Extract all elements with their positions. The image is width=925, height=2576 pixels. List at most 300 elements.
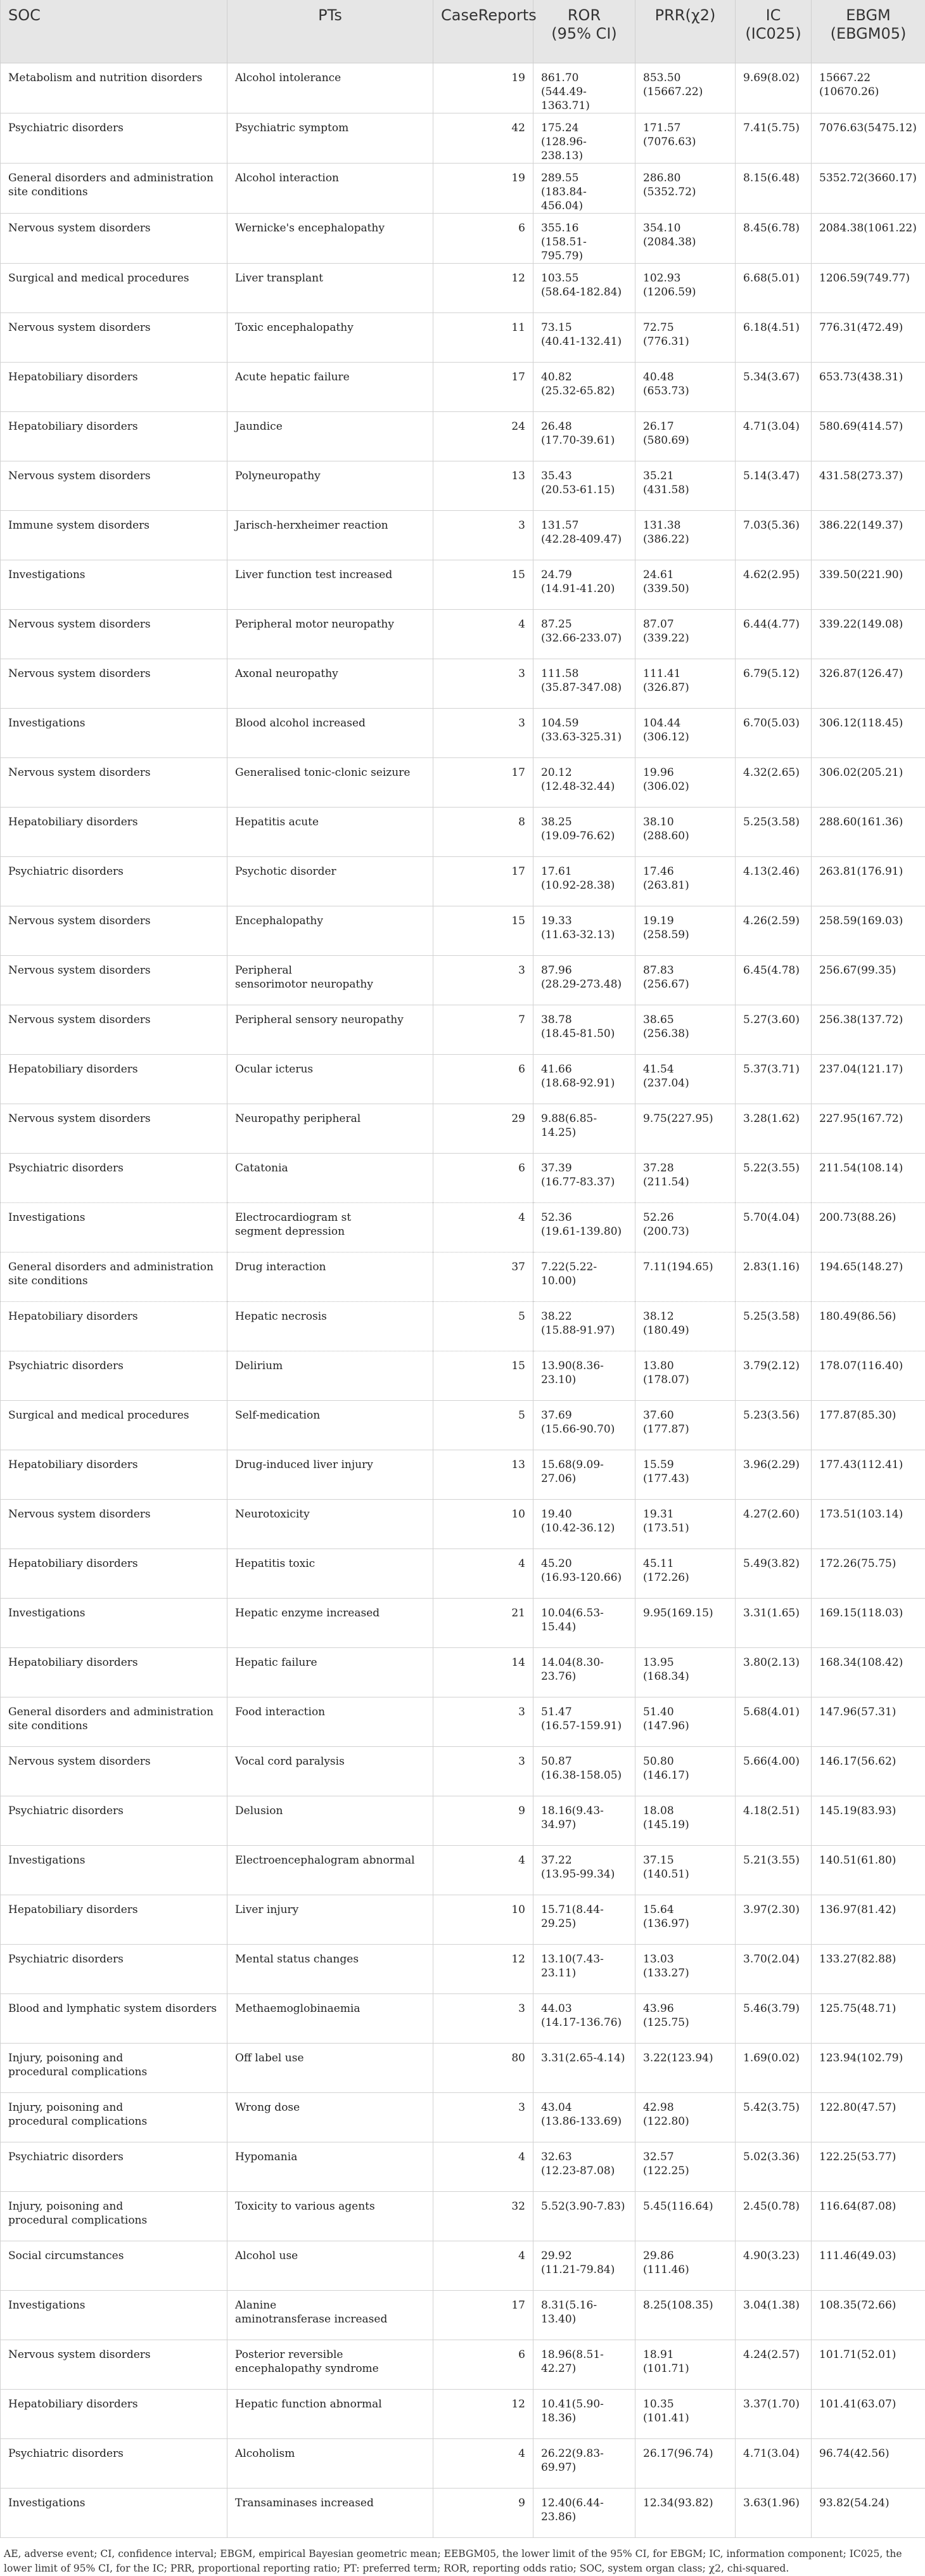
cell-ror: 24.79 (14.91-41.20) (533, 560, 635, 609)
cell-ror: 15.71(8.44-29.25) (533, 1895, 635, 1944)
cell-pt: Toxic encephalopathy (227, 312, 433, 362)
table-row (1, 1301, 925, 1351)
cell-ic: 5.22(3.55) (736, 1153, 812, 1202)
cell-ebgm: 123.94(102.79) (812, 2043, 925, 2092)
cell-ror: 17.61 (10.92-28.38) (533, 856, 635, 906)
header-soc: SOC (1, 0, 227, 63)
cell-ebgm: 93.82(54.24) (812, 2488, 925, 2537)
cell-soc: Nervous system disorders (1, 757, 227, 807)
table-row (1, 1153, 925, 1202)
cell-case-reports: 4 (433, 2438, 533, 2488)
cell-ror: 18.16(9.43-34.97) (533, 1796, 635, 1845)
cell-case-reports: 11 (433, 312, 533, 362)
cell-prr: 853.50 (15667.22) (635, 63, 736, 113)
cell-case-reports: 5 (433, 1301, 533, 1351)
table-row (1, 1499, 925, 1549)
cell-prr: 29.86 (111.46) (635, 2241, 736, 2290)
cell-pt: Off label use (227, 2043, 433, 2092)
table-row (1, 1054, 925, 1104)
cell-prr: 43.96 (125.75) (635, 1993, 736, 2043)
cell-ror: 44.03 (14.17-136.76) (533, 1993, 635, 2043)
cell-pt: Food interaction (227, 1697, 433, 1746)
cell-ror: 18.96(8.51-42.27) (533, 2340, 635, 2389)
cell-ic: 6.79(5.12) (736, 659, 812, 708)
cell-ebgm: 15667.22 (10670.26) (812, 63, 925, 113)
table-row (1, 1400, 925, 1450)
cell-prr: 111.41 (326.87) (635, 659, 736, 708)
table-row (1, 1252, 925, 1301)
cell-ror: 37.39 (16.77-83.37) (533, 1153, 635, 1202)
cell-soc: Hepatobiliary disorders (1, 1301, 227, 1351)
cell-pt: Methaemoglobinaemia (227, 1993, 433, 2043)
cell-ror: 131.57 (42.28-409.47) (533, 510, 635, 560)
cell-case-reports: 4 (433, 2241, 533, 2290)
cell-prr: 171.57 (7076.63) (635, 113, 736, 163)
cell-pt: Vocal cord paralysis (227, 1746, 433, 1796)
cell-ebgm: 122.25(53.77) (812, 2142, 925, 2191)
cell-ebgm: 96.74(42.56) (812, 2438, 925, 2488)
cell-ebgm: 200.73(88.26) (812, 1202, 925, 1252)
cell-pt: Liver injury (227, 1895, 433, 1944)
table-row (1, 1351, 925, 1400)
cell-ebgm: 177.87(85.30) (812, 1400, 925, 1450)
cell-ror: 111.58 (35.87-347.08) (533, 659, 635, 708)
cell-pt: Toxicity to various agents (227, 2191, 433, 2241)
cell-ebgm: 653.73(438.31) (812, 362, 925, 411)
cell-ror: 861.70 (544.49-1363.71) (533, 63, 635, 113)
cell-prr: 72.75 (776.31) (635, 312, 736, 362)
cell-case-reports: 15 (433, 906, 533, 955)
table-row (1, 1845, 925, 1895)
cell-ebgm: 339.50(221.90) (812, 560, 925, 609)
cell-case-reports: 6 (433, 1054, 533, 1104)
cell-ic: 5.68(4.01) (736, 1697, 812, 1746)
cell-soc: Psychiatric disorders (1, 1944, 227, 1993)
cell-ic: 5.66(4.00) (736, 1746, 812, 1796)
cell-case-reports: 17 (433, 757, 533, 807)
cell-pt: Delusion (227, 1796, 433, 1845)
table-row (1, 2241, 925, 2290)
cell-pt: Hepatic failure (227, 1647, 433, 1697)
cell-prr: 102.93 (1206.59) (635, 263, 736, 312)
cell-ror: 40.82 (25.32-65.82) (533, 362, 635, 411)
cell-ic: 4.90(3.23) (736, 2241, 812, 2290)
cell-ror: 37.69 (15.66-90.70) (533, 1400, 635, 1450)
cell-case-reports: 17 (433, 2290, 533, 2340)
cell-pt: Neuropathy peripheral (227, 1104, 433, 1153)
cell-pt: Electrocardiogram st segment depression (227, 1202, 433, 1252)
cell-ic: 3.70(2.04) (736, 1944, 812, 1993)
cell-ic: 6.70(5.03) (736, 708, 812, 757)
cell-case-reports: 15 (433, 560, 533, 609)
cell-soc: Investigations (1, 1202, 227, 1252)
cell-case-reports: 3 (433, 1697, 533, 1746)
cell-ic: 6.68(5.01) (736, 263, 812, 312)
cell-pt: Liver transplant (227, 263, 433, 312)
cell-prr: 32.57 (122.25) (635, 2142, 736, 2191)
cell-ic: 5.23(3.56) (736, 1400, 812, 1450)
cell-soc: Nervous system disorders (1, 609, 227, 659)
cell-ror: 45.20 (16.93-120.66) (533, 1549, 635, 1598)
table-row (1, 362, 925, 411)
cell-pt: Psychiatric symptom (227, 113, 433, 163)
table-row (1, 461, 925, 510)
cell-soc: Investigations (1, 1598, 227, 1647)
cell-ic: 3.96(2.29) (736, 1450, 812, 1499)
cell-pt: Psychotic disorder (227, 856, 433, 906)
cell-ror: 87.25 (32.66-233.07) (533, 609, 635, 659)
cell-pt: Wrong dose (227, 2092, 433, 2142)
cell-soc: Injury, poisoning and procedural complications (1, 2191, 227, 2241)
cell-ror: 43.04 (13.86-133.69) (533, 2092, 635, 2142)
cell-ebgm: 211.54(108.14) (812, 1153, 925, 1202)
cell-pt: Hypomania (227, 2142, 433, 2191)
cell-ror: 15.68(9.09-27.06) (533, 1450, 635, 1499)
cell-ror: 35.43 (20.53-61.15) (533, 461, 635, 510)
cell-case-reports: 6 (433, 2340, 533, 2389)
cell-prr: 13.95 (168.34) (635, 1647, 736, 1697)
cell-soc: Hepatobiliary disorders (1, 1054, 227, 1104)
cell-ebgm: 133.27(82.88) (812, 1944, 925, 1993)
cell-ror: 52.36 (19.61-139.80) (533, 1202, 635, 1252)
cell-soc: Investigations (1, 1845, 227, 1895)
cell-ebgm: 116.64(87.08) (812, 2191, 925, 2241)
table-header (1, 0, 925, 63)
cell-ror: 8.31(5.16-13.40) (533, 2290, 635, 2340)
cell-soc: General disorders and administration site conditions (1, 1697, 227, 1746)
cell-prr: 5.45(116.64) (635, 2191, 736, 2241)
cell-pt: Axonal neuropathy (227, 659, 433, 708)
header-ebgm: EBGM (EBGM05) (812, 0, 925, 63)
cell-ebgm: 306.02(205.21) (812, 757, 925, 807)
table-row (1, 708, 925, 757)
cell-ror: 104.59 (33.63-325.31) (533, 708, 635, 757)
cell-ic: 5.25(3.58) (736, 807, 812, 856)
table-row (1, 510, 925, 560)
cell-prr: 52.26 (200.73) (635, 1202, 736, 1252)
table-row (1, 1746, 925, 1796)
cell-ic: 5.70(4.04) (736, 1202, 812, 1252)
cell-ebgm: 580.69(414.57) (812, 411, 925, 461)
cell-ror: 13.90(8.36-23.10) (533, 1351, 635, 1400)
cell-prr: 13.03 (133.27) (635, 1944, 736, 1993)
cell-soc: Hepatobiliary disorders (1, 2389, 227, 2438)
cell-ebgm: 339.22(149.08) (812, 609, 925, 659)
cell-prr: 104.44 (306.12) (635, 708, 736, 757)
cell-ic: 5.34(3.67) (736, 362, 812, 411)
cell-pt: Peripheral motor neuropathy (227, 609, 433, 659)
cell-ror: 50.87 (16.38-158.05) (533, 1746, 635, 1796)
table-row (1, 63, 925, 113)
cell-ebgm: 168.34(108.42) (812, 1647, 925, 1697)
cell-ror: 3.31(2.65-4.14) (533, 2043, 635, 2092)
cell-soc: Nervous system disorders (1, 312, 227, 362)
cell-ebgm: 177.43(112.41) (812, 1450, 925, 1499)
cell-pt: Ocular icterus (227, 1054, 433, 1104)
cell-prr: 12.34(93.82) (635, 2488, 736, 2537)
cell-soc: General disorders and administration site conditions (1, 1252, 227, 1301)
cell-pt: Jaundice (227, 411, 433, 461)
cell-pt: Acute hepatic failure (227, 362, 433, 411)
cell-soc: Psychiatric disorders (1, 1351, 227, 1400)
cell-pt: Polyneuropathy (227, 461, 433, 510)
cell-ror: 10.41(5.90-18.36) (533, 2389, 635, 2438)
table-row (1, 2389, 925, 2438)
cell-ror: 29.92 (11.21-79.84) (533, 2241, 635, 2290)
cell-case-reports: 17 (433, 856, 533, 906)
cell-prr: 19.19 (258.59) (635, 906, 736, 955)
table-row (1, 1993, 925, 2043)
cell-case-reports: 3 (433, 659, 533, 708)
cell-ror: 19.40 (10.42-36.12) (533, 1499, 635, 1549)
table-row (1, 312, 925, 362)
cell-ror: 19.33 (11.63-32.13) (533, 906, 635, 955)
cell-case-reports: 7 (433, 1005, 533, 1054)
cell-soc: Investigations (1, 560, 227, 609)
cell-ror: 37.22 (13.95-99.34) (533, 1845, 635, 1895)
cell-ror: 26.22(9.83-69.97) (533, 2438, 635, 2488)
cell-pt: Blood alcohol increased (227, 708, 433, 757)
cell-ic: 4.27(2.60) (736, 1499, 812, 1549)
cell-ic: 5.42(3.75) (736, 2092, 812, 2142)
cell-pt: Transaminases increased (227, 2488, 433, 2537)
table-row (1, 2290, 925, 2340)
table-row (1, 1796, 925, 1845)
cell-case-reports: 9 (433, 1796, 533, 1845)
cell-ic: 5.37(3.71) (736, 1054, 812, 1104)
cell-soc: Nervous system disorders (1, 1005, 227, 1054)
cell-prr: 37.15 (140.51) (635, 1845, 736, 1895)
cell-prr: 18.08 (145.19) (635, 1796, 736, 1845)
cell-prr: 38.10 (288.60) (635, 807, 736, 856)
cell-pt: Drug-induced liver injury (227, 1450, 433, 1499)
table-row (1, 1549, 925, 1598)
cell-ic: 4.71(3.04) (736, 411, 812, 461)
cell-pt: Delirium (227, 1351, 433, 1400)
cell-soc: Investigations (1, 2290, 227, 2340)
cell-ebgm: 2084.38(1061.22) (812, 213, 925, 263)
table-row (1, 1104, 925, 1153)
cell-ebgm: 111.46(49.03) (812, 2241, 925, 2290)
table-row (1, 163, 925, 213)
cell-ebgm: 7076.63(5475.12) (812, 113, 925, 163)
cell-ebgm: 140.51(61.80) (812, 1845, 925, 1895)
table-footnote: AE, adverse event; CI, confidence interval; EBGM, empirical Bayesian geometric mean; EEBGM05, the lower limit of the 95% CI, for EBGM; IC, information component; IC025, the lower limit of 95% CI, for the IC; PRR, proportional reporting ratio; PT: preferred term; ROR, reporting odds ratio; SOC, system organ class; χ2, chi-squared. (0, 2538, 925, 2576)
cell-soc: Investigations (1, 708, 227, 757)
cell-prr: 8.25(108.35) (635, 2290, 736, 2340)
cell-ic: 8.15(6.48) (736, 163, 812, 213)
cell-pt: Hepatic necrosis (227, 1301, 433, 1351)
cell-ebgm: 237.04(121.17) (812, 1054, 925, 1104)
table-row (1, 856, 925, 906)
cell-case-reports: 15 (433, 1351, 533, 1400)
cell-pt: Liver function test increased (227, 560, 433, 609)
cell-ebgm: 173.51(103.14) (812, 1499, 925, 1549)
cell-soc: Investigations (1, 2488, 227, 2537)
cell-ror: 73.15 (40.41-132.41) (533, 312, 635, 362)
cell-ebgm: 288.60(161.36) (812, 807, 925, 856)
cell-ic: 4.62(2.95) (736, 560, 812, 609)
cell-ic: 4.18(2.51) (736, 1796, 812, 1845)
cell-ic: 4.24(2.57) (736, 2340, 812, 2389)
cell-prr: 10.35 (101.41) (635, 2389, 736, 2438)
cell-ic: 3.28(1.62) (736, 1104, 812, 1153)
cell-ebgm: 172.26(75.75) (812, 1549, 925, 1598)
cell-ic: 7.03(5.36) (736, 510, 812, 560)
table-row (1, 113, 925, 163)
cell-ror: 10.04(6.53-15.44) (533, 1598, 635, 1647)
cell-ror: 5.52(3.90-7.83) (533, 2191, 635, 2241)
cell-ic: 7.41(5.75) (736, 113, 812, 163)
cell-ror: 51.47 (16.57-159.91) (533, 1697, 635, 1746)
cell-prr: 87.83 (256.67) (635, 955, 736, 1005)
cell-ebgm: 178.07(116.40) (812, 1351, 925, 1400)
cell-ebgm: 326.87(126.47) (812, 659, 925, 708)
cell-soc: Psychiatric disorders (1, 2438, 227, 2488)
cell-pt: Hepatic enzyme increased (227, 1598, 433, 1647)
cell-soc: Hepatobiliary disorders (1, 411, 227, 461)
cell-pt: Wernicke's encephalopathy (227, 213, 433, 263)
cell-soc: Immune system disorders (1, 510, 227, 560)
cell-ic: 5.14(3.47) (736, 461, 812, 510)
cell-case-reports: 5 (433, 1400, 533, 1450)
table-row (1, 1895, 925, 1944)
table-row (1, 2340, 925, 2389)
cell-ror: 87.96 (28.29-273.48) (533, 955, 635, 1005)
table-row (1, 906, 925, 955)
cell-ic: 5.49(3.82) (736, 1549, 812, 1598)
cell-ebgm: 431.58(273.37) (812, 461, 925, 510)
cell-pt: Alanine aminotransferase increased (227, 2290, 433, 2340)
cell-ror: 38.78 (18.45-81.50) (533, 1005, 635, 1054)
cell-ebgm: 306.12(118.45) (812, 708, 925, 757)
cell-prr: 9.75(227.95) (635, 1104, 736, 1153)
cell-ebgm: 125.75(48.71) (812, 1993, 925, 2043)
cell-soc: Nervous system disorders (1, 955, 227, 1005)
cell-case-reports: 12 (433, 263, 533, 312)
header-ic: IC (IC025) (736, 0, 812, 63)
table-row (1, 2438, 925, 2488)
cell-ic: 2.45(0.78) (736, 2191, 812, 2241)
cell-case-reports: 3 (433, 510, 533, 560)
cell-case-reports: 4 (433, 1845, 533, 1895)
cell-case-reports: 80 (433, 2043, 533, 2092)
cell-pt: Jarisch-herxheimer reaction (227, 510, 433, 560)
cell-pt: Alcohol intolerance (227, 63, 433, 113)
cell-soc: Psychiatric disorders (1, 2142, 227, 2191)
cell-ic: 2.83(1.16) (736, 1252, 812, 1301)
table-row (1, 2043, 925, 2092)
cell-pt: Self-medication (227, 1400, 433, 1450)
cell-ic: 5.25(3.58) (736, 1301, 812, 1351)
cell-case-reports: 4 (433, 1549, 533, 1598)
cell-case-reports: 14 (433, 1647, 533, 1697)
cell-pt: Neurotoxicity (227, 1499, 433, 1549)
cell-case-reports: 13 (433, 461, 533, 510)
cell-ror: 20.12 (12.48-32.44) (533, 757, 635, 807)
cell-ror: 12.40(6.44-23.86) (533, 2488, 635, 2537)
table-row (1, 609, 925, 659)
cell-pt: Posterior reversible encephalopathy syndrome (227, 2340, 433, 2389)
cell-prr: 42.98 (122.80) (635, 2092, 736, 2142)
cell-prr: 15.59 (177.43) (635, 1450, 736, 1499)
cell-soc: Psychiatric disorders (1, 1153, 227, 1202)
cell-soc: Hepatobiliary disorders (1, 1450, 227, 1499)
table-row (1, 2142, 925, 2191)
cell-ror: 7.22(5.22-10.00) (533, 1252, 635, 1301)
cell-prr: 286.80 (5352.72) (635, 163, 736, 213)
cell-soc: Metabolism and nutrition disorders (1, 63, 227, 113)
cell-ic: 4.26(2.59) (736, 906, 812, 955)
cell-prr: 51.40 (147.96) (635, 1697, 736, 1746)
table-row (1, 659, 925, 708)
table-body (1, 63, 925, 2537)
table-row (1, 955, 925, 1005)
cell-ebgm: 180.49(86.56) (812, 1301, 925, 1351)
cell-prr: 41.54 (237.04) (635, 1054, 736, 1104)
cell-pt: Mental status changes (227, 1944, 433, 1993)
cell-ic: 3.37(1.70) (736, 2389, 812, 2438)
cell-soc: Injury, poisoning and procedural complications (1, 2092, 227, 2142)
cell-case-reports: 6 (433, 213, 533, 263)
cell-pt: Electroencephalogram abnormal (227, 1845, 433, 1895)
cell-soc: Nervous system disorders (1, 659, 227, 708)
cell-case-reports: 4 (433, 2142, 533, 2191)
cell-prr: 40.48 (653.73) (635, 362, 736, 411)
cell-pt: Catatonia (227, 1153, 433, 1202)
cell-ic: 5.27(3.60) (736, 1005, 812, 1054)
cell-ror: 289.55 (183.84-456.04) (533, 163, 635, 213)
cell-case-reports: 24 (433, 411, 533, 461)
cell-ebgm: 256.38(137.72) (812, 1005, 925, 1054)
cell-ic: 3.04(1.38) (736, 2290, 812, 2340)
cell-prr: 18.91 (101.71) (635, 2340, 736, 2389)
table-row (1, 1598, 925, 1647)
cell-ic: 4.13(2.46) (736, 856, 812, 906)
cell-prr: 19.31 (173.51) (635, 1499, 736, 1549)
cell-soc: General disorders and administration site conditions (1, 163, 227, 213)
table-row (1, 213, 925, 263)
cell-prr: 3.22(123.94) (635, 2043, 736, 2092)
cell-ic: 6.45(4.78) (736, 955, 812, 1005)
cell-ebgm: 776.31(472.49) (812, 312, 925, 362)
cell-ic: 3.80(2.13) (736, 1647, 812, 1697)
cell-soc: Nervous system disorders (1, 213, 227, 263)
cell-soc: Social circumstances (1, 2241, 227, 2290)
table-row (1, 2488, 925, 2537)
cell-pt: Hepatitis toxic (227, 1549, 433, 1598)
cell-ror: 103.55 (58.64-182.84) (533, 263, 635, 312)
cell-case-reports: 3 (433, 1993, 533, 2043)
cell-ebgm: 101.41(63.07) (812, 2389, 925, 2438)
cell-ror: 38.25 (19.09-76.62) (533, 807, 635, 856)
cell-pt: Peripheral sensorimotor neuropathy (227, 955, 433, 1005)
cell-ic: 3.31(1.65) (736, 1598, 812, 1647)
header-prr: PRR(χ2) (635, 0, 736, 63)
cell-pt: Hepatitis acute (227, 807, 433, 856)
cell-ebgm: 386.22(149.37) (812, 510, 925, 560)
cell-ror: 9.88(6.85-14.25) (533, 1104, 635, 1153)
cell-ror: 175.24 (128.96-238.13) (533, 113, 635, 163)
cell-case-reports: 13 (433, 1450, 533, 1499)
cell-prr: 13.80 (178.07) (635, 1351, 736, 1400)
cell-case-reports: 9 (433, 2488, 533, 2537)
table-row (1, 1647, 925, 1697)
cell-prr: 131.38 (386.22) (635, 510, 736, 560)
cell-soc: Hepatobiliary disorders (1, 1549, 227, 1598)
table-row (1, 2191, 925, 2241)
cell-ebgm: 227.95(167.72) (812, 1104, 925, 1153)
